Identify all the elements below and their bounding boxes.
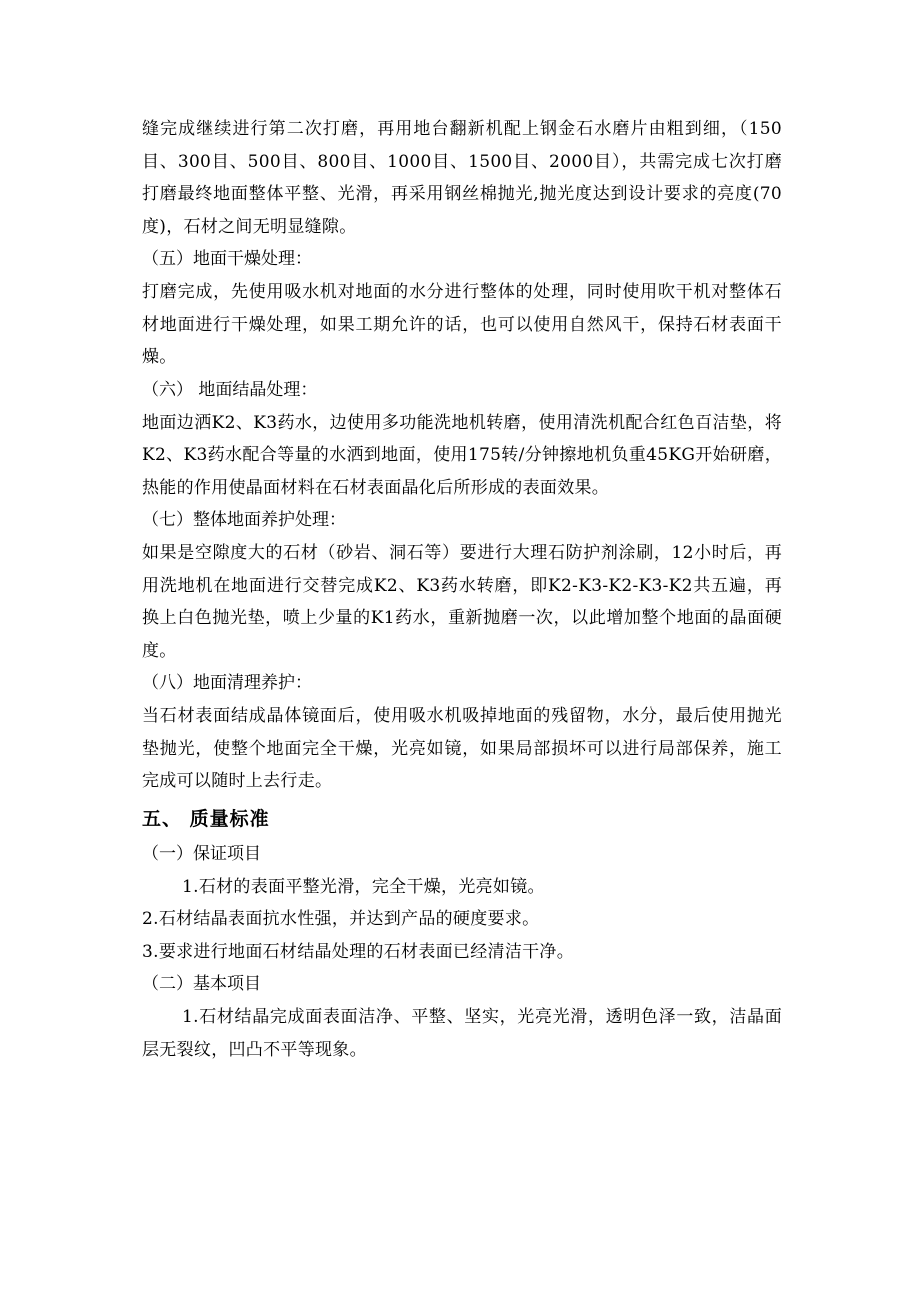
- heading-overall-maintenance: （七）整体地面养护处理：: [142, 510, 346, 530]
- paragraph-cleaning: 当石材表面结成晶体镜面后，使用吸水机吸掉地面的残留物，水分，最后使用抛光垫抛光，使整个地面完全干燥，光亮如镜，如果局部损坏可以进行局部保养，施工完成可以随时上去行走。: [142, 706, 782, 791]
- heading-drying: （五）地面干燥处理：: [142, 249, 312, 269]
- heading-guarantee-items: （一）保证项目: [142, 843, 261, 864]
- guarantee-item-2: 2.石材结晶表面抗水性强，并达到产品的硬度要求。: [142, 909, 540, 929]
- guarantee-item-1: 1.石材的表面平整光滑，完全干燥，光亮如镜。: [182, 876, 545, 897]
- paragraph-overall-maintenance: 如果是空隙度大的石材（砂岩、洞石等）要进行大理石防护剂涂刷，12小时后，再用洗地机在地面进行交替完成K2、K3药水转磨，即K2-K3-K2-K3-K2共五遍，再换上白色抛光垫，喷上少量的K1药水，重新抛磨一次，以此增加整个地面的晶面硬度。: [142, 543, 782, 661]
- paragraph-crystallization: 地面边洒K2、K3药水，边使用多功能洗地机转磨，使用清洗机配合红色百洁垫，将K2、K3药水配合等量的水洒到地面，使用175转/分钟擦地机负重45KG开始研磨，热能的作用使晶面材料在石材表面晶化后所形成的表面效果。: [142, 412, 782, 498]
- heading-cleaning: （八）地面清理养护：: [142, 673, 312, 693]
- heading-basic-items: （二）基本项目: [142, 974, 261, 994]
- paragraph-drying: 打磨完成，先使用吸水机对地面的水分进行整体的处理，同时使用吹干机对整体石材地面进行干燥处理，如果工期允许的话，也可以使用自然风干，保持石材表面干燥。: [142, 282, 782, 367]
- basic-item-1: 1.石材结晶完成面表面洁净、平整、坚实，光亮光滑，透明色泽一致，洁晶面层无裂纹，凹凸不平等现象。: [142, 1007, 782, 1060]
- heading-crystallization: （六） 地面结晶处理：: [142, 379, 318, 400]
- section-title-quality: 五、 质量标准: [142, 807, 270, 830]
- document-body: [142, 113, 782, 1066]
- paragraph-grinding: 缝完成继续进行第二次打磨，再用地台翻新机配上钢金石水磨片由粗到细，（150目、300目、500目、800目、1000目、1500目、2000目），共需完成七次打磨打磨最终地面整体平整、光滑，再采用钢丝棉抛光,抛光度达到设计要求的亮度(70度)，石材之间无明显缝隙。: [142, 119, 782, 237]
- guarantee-item-3: 3.要求进行地面石材结晶处理的石材表面已经清洁干净。: [142, 941, 575, 962]
